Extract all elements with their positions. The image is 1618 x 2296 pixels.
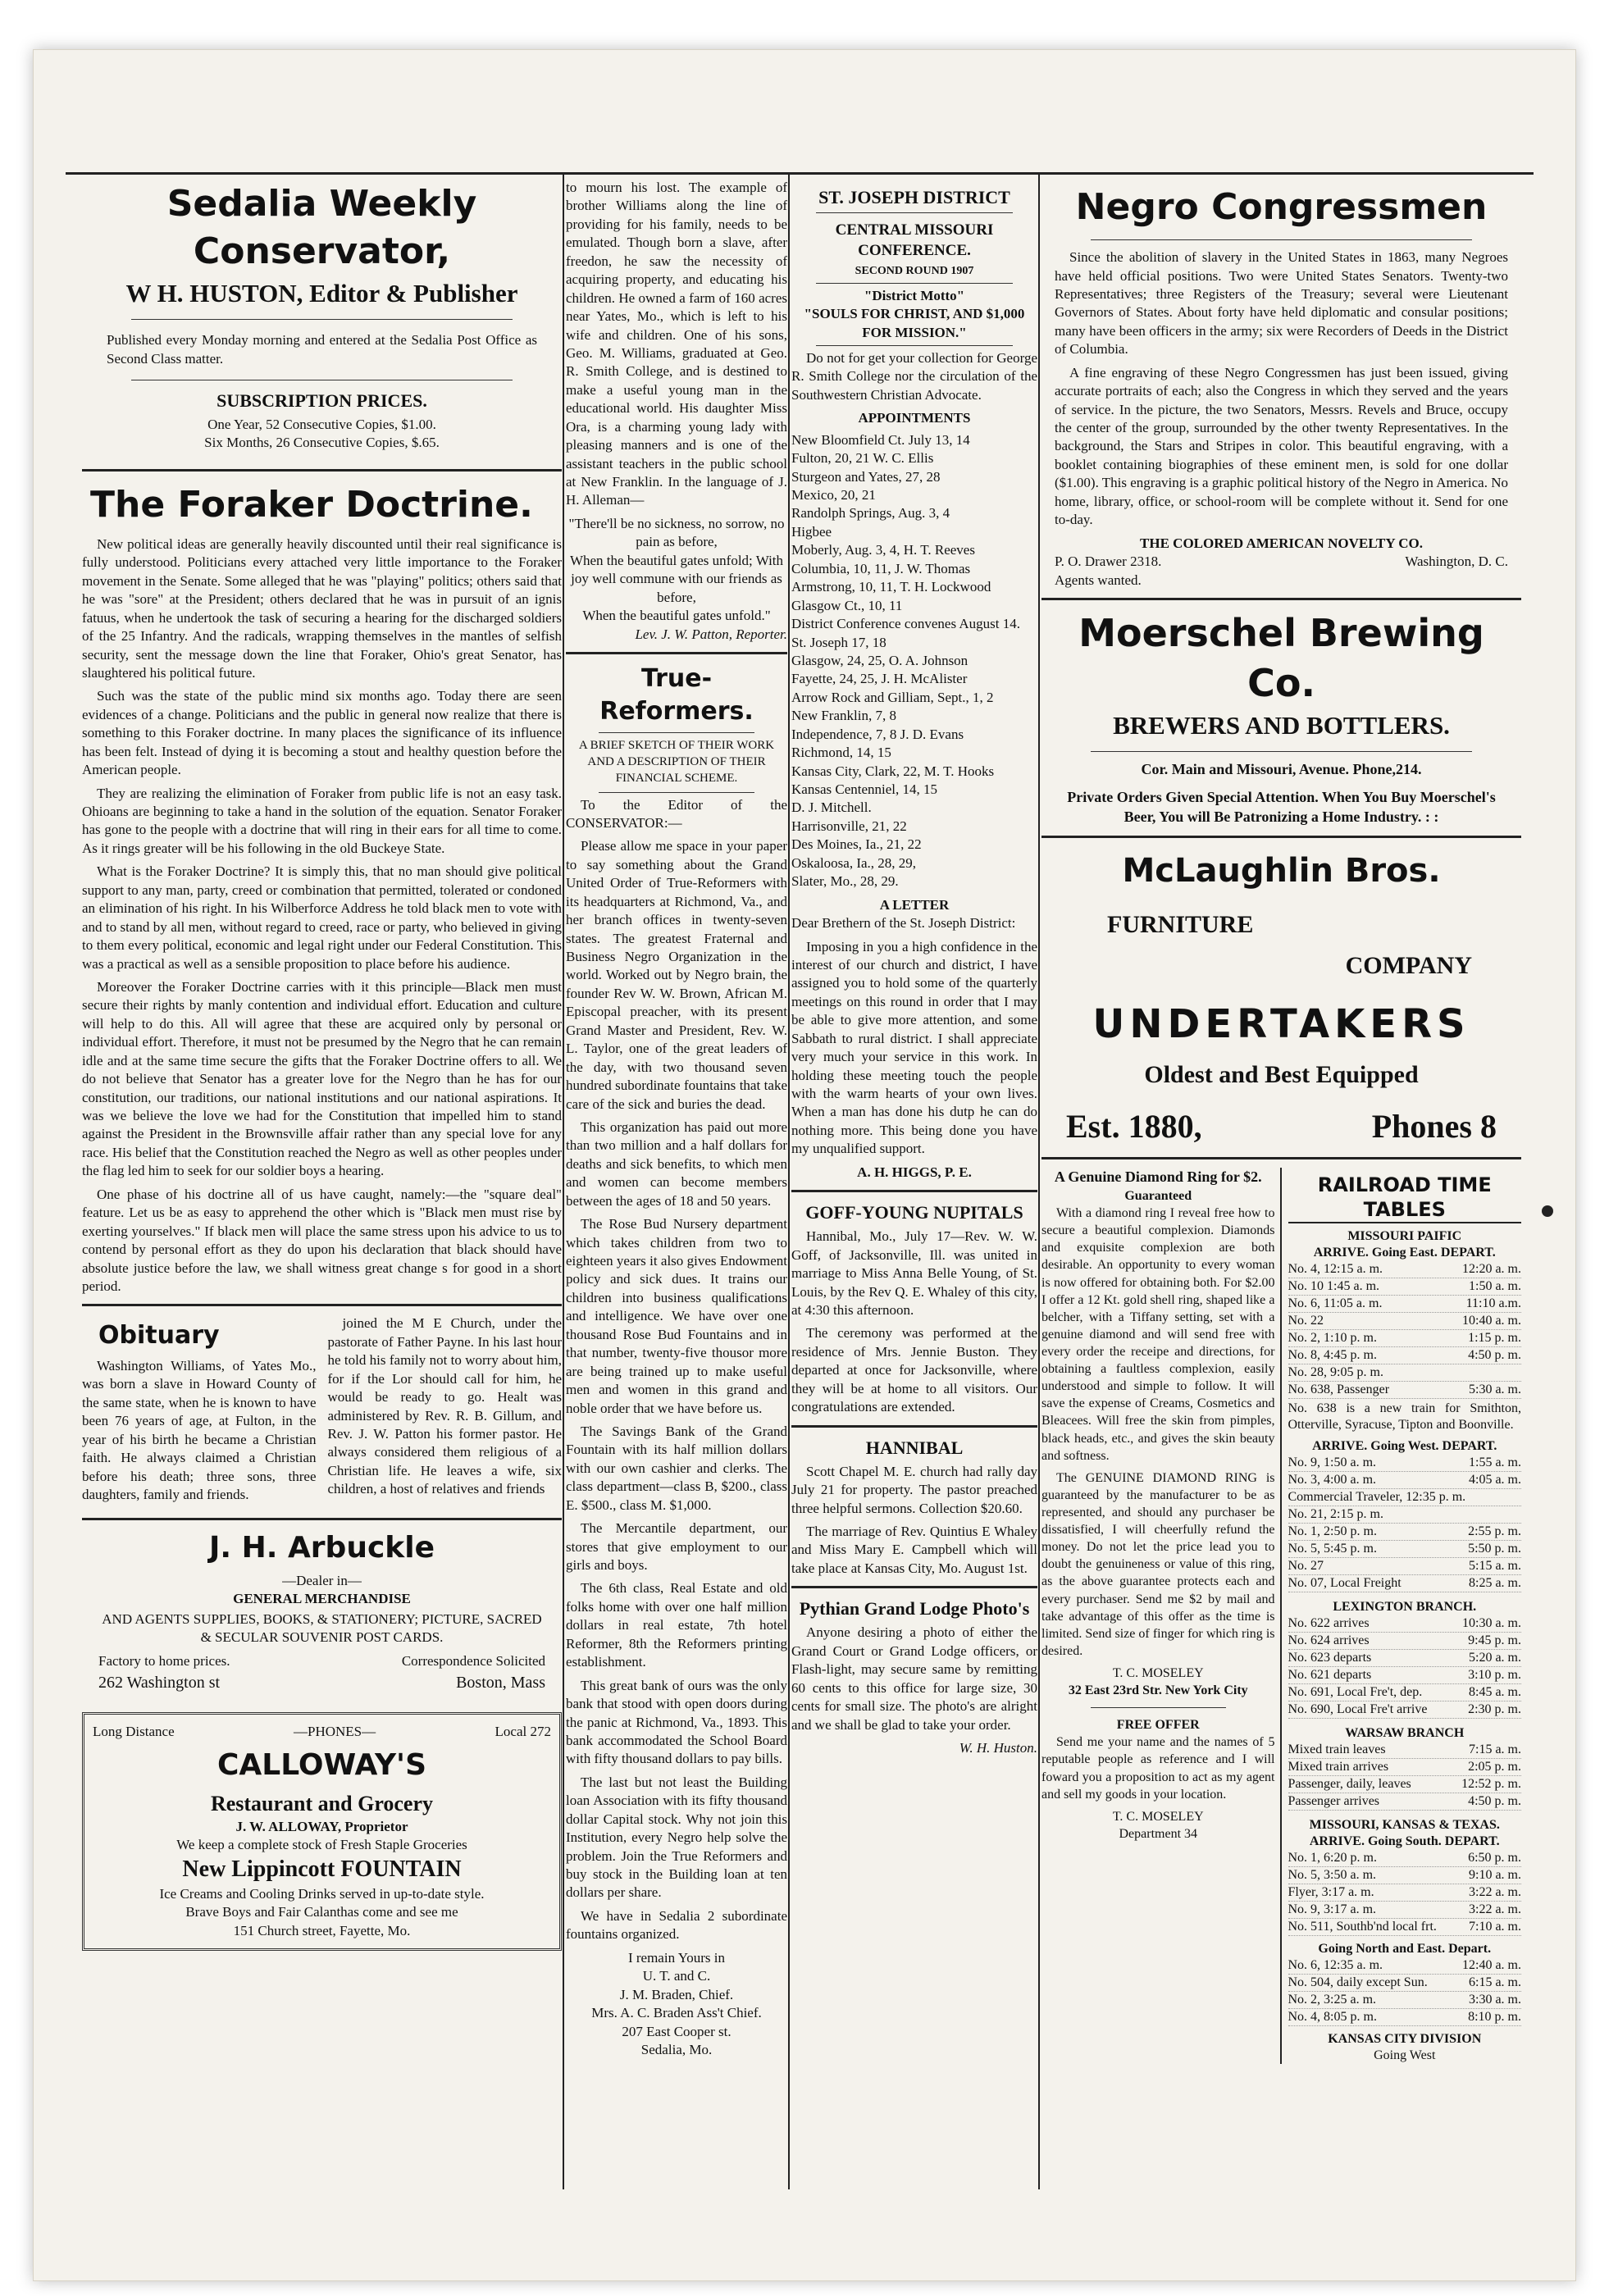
appointment-item: Kansas Centenniel, 14, 15 — [791, 781, 937, 798]
masthead-title: Sedalia Weekly Conservator, — [166, 183, 477, 273]
appointment-item: Harrisonville, 21, 22 — [791, 818, 907, 834]
congressmen-city: Washington, D. C. — [1405, 554, 1508, 570]
patton-signature: Lev. J. W. Patton, Reporter. — [635, 626, 787, 642]
divider — [1091, 751, 1472, 752]
timetable-cell: Flyer, 3:17 a. m. — [1288, 1885, 1374, 1900]
free-offer-title: FREE OFFER — [1116, 1718, 1200, 1733]
timetable-cell: 6:50 p. m. — [1468, 1851, 1521, 1866]
divider — [599, 792, 754, 793]
arbuckle-city: Boston, Mass — [456, 1674, 545, 1692]
reformers-title: True-Reformers. — [599, 663, 754, 726]
masthead-editor: W H. HUSTON, Editor & Publisher — [125, 279, 518, 308]
appointment-item: Higbee — [791, 523, 832, 540]
reformers-paragraph: The Mercantile department, our stores that give employment to our girls and boys. — [566, 1520, 787, 1574]
brewing-ad — [1041, 608, 1521, 827]
divider — [82, 1304, 562, 1306]
timetable-cell: 7:10 a. m. — [1469, 1920, 1521, 1934]
divider — [131, 319, 513, 320]
timetable-row — [1288, 1455, 1522, 1472]
appointment-item: New Bloomfield Ct. July 13, 14 — [791, 431, 970, 448]
obituary-right: joined the M E Church, under the pastorate of Father Payne. In his last hour he told his family not to worry about him, for if the Lor should call for him, he would be ready to go. Healt was administered by Rev. R. B. Gillum, and Rev. J. W. Patton his former pastor. He always considered them religious of a Christian life. He leaves a wife, six children, a host of relatives and friends — [327, 1315, 562, 1497]
appointment-item: Independence, 7, 8 J. D. Evans — [791, 726, 964, 742]
reformers-close: J. M. Braden, Chief. — [619, 1986, 734, 2002]
district-conference: CENTRAL MISSOURI CONFERENCE. — [835, 221, 994, 260]
appointment-item: Armstrong, 10, 11, T. H. Lockwood — [791, 579, 991, 595]
nuptials-title: GOFF-YOUNG NUPITALS — [805, 1202, 1023, 1223]
diamond-guaranteed: Guaranteed — [1124, 1189, 1192, 1204]
timetable-cell: No. 624 arrives — [1288, 1633, 1370, 1648]
foraker-paragraph: They are realizing the elimination of Foraker from public life is not an easy task. Ohioans are beginning to take a hand in the solution of the equation. Senator Foraker has gone to the people with a doctrine that will ring in their ears for all time to come. As it rings greater will be his following in the old Buckeye State. — [82, 785, 562, 856]
masthead-published: Published every Monday morning and entered at the Sedalia Post Office as Second Class matter. — [107, 332, 537, 367]
timetable-row — [1288, 1615, 1522, 1633]
timetable-cell: No. 22 — [1288, 1314, 1324, 1328]
mopac-title: MISSOURI PAIFIC — [1347, 1229, 1462, 1244]
timetable-cell: No. 1, 2:50 p. m. — [1288, 1524, 1377, 1539]
appointment-item: Randolph Springs, Aug. 3, 4 — [791, 505, 950, 522]
calloway-name: CALLOWAY'S — [216, 1748, 426, 1783]
district-round: SECOND ROUND 1907 — [855, 265, 974, 278]
appointments-head: APPOINTMENTS — [858, 410, 971, 426]
district-intro: Do not for get your collection for George R. Smith College nor the circulation of the Southwestern Christian Advocate. — [791, 349, 1037, 403]
mkt-table — [1288, 1850, 1522, 1936]
foraker-paragraph: Such was the state of the public mind six months ago. Today there are seen evidences of a change. Politicians and the public in general now realize that there is something to this Foraker doctrine. In many places the significance of its influence has been felt. Instead of dying it is becoming a stout and healthy question before the American people. — [82, 688, 562, 778]
timetable-cell: 10:40 a. m. — [1462, 1314, 1521, 1328]
letter-body: Imposing in you a high confidence in the interest of our church and district, I have assigned you to hold some of the quarterly meetings on this round in order that I may be able to give more attention, and some Sabbath to rural district. I shall appreciate very much your service in this work. In holding these meeting touch the people with the warm hearts of your own lives. When a man has done his dutp he can do nothing more. This being done you have my unqualified support. — [791, 938, 1037, 1157]
timetable-row — [1288, 1850, 1522, 1867]
obituary-left: Washington Williams, of Yates Mo., was born a slave in Howard County of the same state, when he is known to have been 76 years of age, at Fulton, in the year of his birth he became a Christian faith. He always claimed a Christian before his death; three sons, three daughters, family and friends. — [82, 1358, 317, 1503]
timetable-row — [1288, 1633, 1522, 1650]
arbuckle-name: J. H. Arbuckle — [209, 1530, 435, 1565]
west-table — [1288, 1455, 1522, 1592]
reformers-paragraph: This organization has paid out more than two million and a half dollars for deaths and sick benefits, to which men and women can become members between the ages of 18 and 50 years. — [566, 1118, 787, 1209]
appointment-item: Glasgow, 24, 25, O. A. Johnson — [791, 652, 969, 668]
calloway-address: 151 Church street, Fayette, Mo. — [233, 1922, 411, 1938]
timetable-row — [1288, 1975, 1522, 1992]
reformers-close: Mrs. A. C. Braden Ass't Chief. — [591, 2005, 762, 2021]
appointment-item: District Conference convenes August 14. — [791, 616, 1021, 632]
timetable-cell: No. 6, 12:35 a. m. — [1288, 1958, 1383, 1973]
timetable-row — [1288, 1667, 1522, 1684]
timetable-cell: 3:22 a. m. — [1469, 1902, 1521, 1917]
timetable-cell: 12:52 p. m. — [1461, 1777, 1521, 1792]
timetable-row — [1288, 1558, 1522, 1575]
divider — [816, 212, 1013, 213]
appointment-item: Sturgeon and Yates, 27, 28 — [791, 468, 941, 485]
timetable-cell: Passenger arrives — [1288, 1794, 1380, 1809]
timetable-cell: 4:05 a. m. — [1469, 1473, 1521, 1487]
appointment-item: Richmond, 14, 15 — [791, 745, 891, 761]
appointment-item: Fayette, 24, 25, J. H. McAlister — [791, 671, 968, 687]
divider — [1041, 1157, 1521, 1159]
brewing-name: Moerschel Brewing Co. — [1078, 610, 1484, 705]
column-rule — [563, 172, 564, 2189]
timetable-cell: No. 623 departs — [1288, 1651, 1372, 1665]
timetable-row — [1288, 1489, 1522, 1506]
timetable-row — [1288, 1278, 1522, 1296]
divider — [566, 652, 787, 654]
timetable-cell: Commercial Traveler, 12:35 p. m. — [1288, 1490, 1466, 1505]
east-table — [1288, 1261, 1522, 1399]
foraker-paragraph: One phase of his doctrine all of us have caught, namely:—the "square deal" feature. Let us be as easy to apprehend the other which is "Black men must rise by exerting yourselves." If black men will place the same stress upon his advice to us to contend by personal effort as they do upon his declaration that black should have absolute justice before the law, we shall witness great change s for good in a short period. — [82, 1186, 562, 1294]
timetable-cell: 5:50 p. m. — [1468, 1542, 1521, 1556]
diamond-ad — [1041, 1168, 1282, 2064]
hannibal-p2: The marriage of Rev. Quintius E Whaley and Miss Mary E. Campbell which will take place at Kansas City, Mo. August 1st. — [791, 1523, 1037, 1576]
timetable-row — [1288, 1867, 1522, 1884]
nuptials-p2: The ceremony was performed at the residence of Mrs. Jennie Buston. They departed at once for Jacksonville, where they will be at home to all visitors. Our congratulations are extended. — [791, 1325, 1037, 1415]
appointment-item: St. Joseph 17, 18 — [791, 634, 886, 650]
timetable-cell: No. 8, 4:45 p. m. — [1288, 1348, 1377, 1363]
foraker-paragraph: What is the Foraker Doctrine? It is simply this, that no man should give political support to any man, party, creed or combination that permitted, tolerated or condoned an elimination of his right. In his Wilberforce Address he told black men to vote with and to stand by all men, without regard to creed, race or party, who believed in giving to them every political, economic and legal right under our Federal Constitution. This was a practical as well as a sensible proposition to place before his audience. — [82, 863, 562, 972]
timetable-row — [1288, 1330, 1522, 1347]
divider — [82, 469, 562, 472]
calloway-phones: —PHONES— — [294, 1723, 376, 1739]
brewing-address: Cor. Main and Missouri, Avenue. Phone,214. — [1141, 761, 1422, 778]
timetable-row — [1288, 1313, 1522, 1330]
lexington-title: LEXINGTON BRANCH. — [1333, 1600, 1477, 1615]
timetable-row — [1288, 1650, 1522, 1667]
timetable-cell: 2:55 p. m. — [1468, 1524, 1521, 1539]
mclaughlin-company: COMPANY — [1345, 951, 1472, 979]
arbuckle-dealer: —Dealer in— — [282, 1573, 362, 1589]
railroad-note: No. 638 is a new train for Smithton, Otterville, Syracuse, Tipton and Boonville. — [1288, 1401, 1521, 1433]
arbuckle-correspondence: Correspondence Solicited — [401, 1652, 545, 1669]
timetable-row — [1288, 1506, 1522, 1524]
reformers-salutation: To the Editor of the CONSERVATOR:— — [566, 796, 787, 831]
arrive-east-header: ARRIVE. Going East. DEPART. — [1313, 1246, 1496, 1260]
timetable-cell: No. 27 — [1288, 1559, 1324, 1574]
reformers-subhead: A BRIEF SKETCH OF THEIR WORK AND A DESCRIPTION OF THEIR FINANCIAL SCHEME. — [578, 739, 775, 785]
timetable-cell: No. 638, Passenger — [1288, 1383, 1390, 1397]
reformers-paragraph: This great bank of ours was the only bank that stood with open doors during the panic at Richmond, Va., 1893. This bank accommodated the School Board with fifty thousand dollars to pay bills. — [566, 1677, 787, 1767]
subscription-six: Six Months, 26 Consecutive Copies, $.65. — [204, 435, 440, 451]
reformers-close: 207 East Cooper st. — [622, 2023, 732, 2039]
timetable-cell: 1:55 a. m. — [1469, 1456, 1521, 1470]
reformers-close: I remain Yours in — [627, 1949, 726, 1966]
reformers-paragraph: The Savings Bank of the Grand Fountain with its half million dollars with our own cashier and clerks. The class department—class B, $200., class E. $500., class M. $1,000. — [566, 1423, 787, 1513]
reformers-paragraph: The 6th class, Real Estate and old folks home with over one half million dollars in real estate, 7th hotel Reformer, 8th the Reformers printing establishment. — [566, 1580, 787, 1670]
timetable-cell: 6:15 a. m. — [1469, 1975, 1521, 1990]
timetable-cell: No. 504, daily except Sun. — [1288, 1975, 1428, 1990]
timetable-row — [1288, 1884, 1522, 1902]
timetable-row — [1288, 1472, 1522, 1489]
arbuckle-address: 262 Washington st — [98, 1674, 221, 1692]
mclaughlin-name: McLaughlin Bros. — [1122, 851, 1441, 890]
calloway-line: We keep a complete stock of Fresh Staple Groceries — [176, 1837, 467, 1853]
appointment-item: Glasgow Ct., 10, 11 — [791, 597, 903, 613]
appointment-item: Columbia, 10, 11, J. W. Thomas — [791, 560, 971, 576]
column-2 — [566, 179, 787, 2059]
timetable-cell: 12:40 a. m. — [1462, 1958, 1521, 1973]
divider — [816, 345, 1013, 346]
calloway-fountain: New Lippincott FOUNTAIN — [182, 1856, 462, 1882]
free-offer-text: Send me your name and the names of 5 reputable people as reference and I will foward you a proposition to act as my agent and sell my goods in your location. — [1041, 1735, 1275, 1802]
timetable-cell: Mixed train leaves — [1288, 1742, 1386, 1757]
north-table — [1288, 1957, 1522, 2026]
warsaw-table — [1288, 1742, 1522, 1811]
timetable-row — [1288, 1793, 1522, 1811]
diamond-p2: The GENUINE DIAMOND RING is guaranteed by the manufacturer to be as represented, and should any purchaser be dissatisfied, I will cheerfully refund the money. Do not let the price lead you to doubt the genuineness or value of this ring, as the above guarantee protects each and every purchaser. Send me $2 by mail and take advantage of this offer as the time is limited. Send size of finger for which ring is desired. — [1041, 1470, 1275, 1658]
timetable-row — [1288, 2009, 1522, 2026]
appointment-item: Des Moines, Ia., 21, 22 — [791, 836, 922, 853]
binding-hole-icon — [1542, 1205, 1553, 1217]
timetable-cell: 9:10 a. m. — [1469, 1868, 1521, 1883]
warsaw-title: WARSAW BRANCH — [1345, 1726, 1465, 1741]
foraker-article — [82, 535, 562, 1296]
timetable-cell: No. 2, 1:10 p. m. — [1288, 1331, 1377, 1346]
timetable-row — [1288, 1575, 1522, 1592]
reformers-paragraph: Please allow me space in your paper to say something about the Grand United Order of True-Reformers with its headquarters at Richmond, Va., and her branch offices in twenty-seven states. The greatest Fraternal and Business Negro Organization in the world. Worked out by Negro brain, the founder Rev W. W. Brown, African M. Episcopal preacher, with its present Grand Master and President, Rev. W. L. Taylor, one of the great leaders of the day, with two thousand seven hundred subordinate fountains that take care of the sick and buries the dead. — [566, 838, 787, 1112]
timetable-row — [1288, 1684, 1522, 1702]
diamond-p1: With a diamond ring I reveal free how to secure a beautiful complexion. Diamonds and exquisite complexion are both desirable. An opportunity to every woman is now offered for obtaining both. For $2.00 I offer a 12 Kt. gold shell ring, shaped like a belcher, with a Tiffany setting, set with a genuine diamond and will send free with every order the receipe and directions, for obtaining a faultless complexion, easily understood and simple to follow. It will save the expense of Creams, Cosmetics and Bleacees. Will free the skin from pimples, black heads, etc., and gives the skin beauty and softness. — [1041, 1206, 1275, 1463]
timetable-cell: No. 621 departs — [1288, 1668, 1372, 1683]
timetable-row — [1288, 1776, 1522, 1793]
hannibal-p1: Scott Chapel M. E. church had rally day July 21 for property. The pastor preached three helpful sermons. Collection $20.60. — [791, 1463, 1037, 1516]
timetable-row — [1288, 1902, 1522, 1919]
calloway-prop: J. W. ALLOWAY, Proprietor — [235, 1818, 408, 1834]
north-header: Going North and East. Depart. — [1318, 1942, 1492, 1957]
calloway-sub: Restaurant and Grocery — [210, 1791, 434, 1815]
timetable-row — [1288, 1742, 1522, 1759]
divider — [1091, 239, 1472, 240]
reformers-close: Sedalia, Mo. — [640, 2041, 713, 2057]
timetable-cell: No. 622 arrives — [1288, 1616, 1370, 1631]
timetable-row — [1288, 1992, 1522, 2009]
diamond-title: A Genuine Diamond Ring for $2. — [1054, 1168, 1262, 1186]
timetable-row — [1288, 1759, 1522, 1776]
timetable-cell: No. 511, Southb'nd local frt. — [1288, 1920, 1437, 1934]
timetable-cell: 4:50 p. m. — [1468, 1348, 1521, 1363]
timetable-cell: No. 5, 5:45 p. m. — [1288, 1542, 1377, 1556]
timetable-row — [1288, 1524, 1522, 1541]
congressmen-po: P. O. Drawer 2318. — [1055, 554, 1162, 570]
mkt-header: ARRIVE. Going South. DEPART. — [1309, 1834, 1500, 1849]
congressmen-p1: Since the abolition of slavery in the United States in 1863, many Negroes have held official positions. Two were United States Senators. Twenty-two Representatives; three Registers of the Treasury; several were Lieutenant Governors of States. About forty have held diplomatic and consular positions; many have been officers in the army; six were Recorders of Deeds in the District of Columbia. — [1055, 249, 1508, 358]
timetable-cell: 5:20 a. m. — [1469, 1651, 1521, 1665]
mclaughlin-oldest: Oldest and Best Equipped — [1144, 1060, 1419, 1088]
free-offer-signature: T. C. MOSELEY — [1112, 1809, 1204, 1824]
appointments-list — [791, 431, 1037, 891]
pythian-p1: Anyone desiring a photo of either the Grand Court or Grand Lodge officers, or Flash-light, may secure same by remitting 60 cents to this office for large size, 30 cents for small size. The photo's are alright and we shall be glad to take your order. — [791, 1624, 1037, 1733]
obituary-section — [82, 1314, 562, 1509]
pythian-title: Pythian Grand Lodge Photo's — [799, 1598, 1030, 1620]
timetable-cell: No. 4, 8:05 p. m. — [1288, 2010, 1377, 2025]
poem-line: When the beautiful gates unfold." — [582, 608, 771, 624]
timetable-cell: No. 1, 6:20 p. m. — [1288, 1851, 1377, 1866]
brewing-sub: BREWERS AND BOTTLERS. — [1113, 711, 1450, 740]
timetable-cell: 2:05 p. m. — [1468, 1760, 1521, 1774]
divider — [82, 1518, 562, 1520]
calloway-ad — [82, 1712, 562, 1951]
timetable-cell: 8:10 p. m. — [1468, 2010, 1521, 2025]
divider — [816, 283, 1013, 284]
divider — [791, 1586, 1037, 1588]
column-1 — [82, 172, 562, 1961]
timetable-cell: No. 3, 4:00 a. m. — [1288, 1473, 1377, 1487]
timetable-cell: No. 07, Local Freight — [1288, 1576, 1402, 1591]
appointment-item: Arrow Rock and Gilliam, Sept., 1, 2 — [791, 689, 994, 705]
letter-head: A LETTER — [879, 896, 950, 913]
timetable-row — [1288, 1919, 1522, 1936]
timetable-cell: No. 21, 2:15 p. m. — [1288, 1507, 1383, 1522]
timetable-cell: 2:30 p. m. — [1468, 1702, 1521, 1717]
congressmen-company: THE COLORED AMERICAN NOVELTY CO. — [1140, 535, 1423, 551]
divider — [1041, 836, 1521, 838]
reformers-close: U. T. and C. — [642, 1968, 711, 1984]
district-motto-text: "SOULS FOR CHRIST, AND $1,000 FOR MISSION." — [804, 306, 1025, 340]
timetable-cell: No. 28, 9:05 p. m. — [1288, 1365, 1383, 1380]
railroad-timetables — [1288, 1168, 1522, 2064]
diamond-address: 32 East 23rd Str. New York City — [1068, 1683, 1248, 1698]
timetable-cell: No. 10 1:45 a. m. — [1288, 1279, 1380, 1294]
arbuckle-factory: Factory to home prices. — [98, 1652, 230, 1669]
appointment-item: Slater, Mo., 28, 29. — [791, 873, 899, 890]
timetable-cell: No. 690, Local Fre't arrive — [1288, 1702, 1428, 1717]
foraker-title: The Foraker Doctrine. — [90, 483, 533, 526]
timetable-cell: Mixed train arrives — [1288, 1760, 1389, 1774]
subscription-year: One Year, 52 Consecutive Copies, $1.00. — [207, 416, 436, 432]
column-3 — [791, 179, 1037, 1757]
foraker-paragraph: New political ideas are generally heavily discounted until their real significance is fully understood. Politicians every attached very little importance to the Foraker movement in the Senate. Some alleged that he was "playing" politics; others said that he was "sore" at the President; others declared that he was in pursuit of an ignis fatuus, when he undertook the task of securing a hearing for the discharged soldiers of the 25 Infantry. And the radicals, wrapping themselves in the mantles of selfish security, sent the message down the line that Foraker, Ohio's great Senator, has slaughtered his political future. — [82, 535, 562, 681]
kc-west: Going West — [1374, 2048, 1436, 2063]
arbuckle-line2: AND AGENTS SUPPLIES, BOOKS, & STATIONERY; PICTURE, SACRED & SECULAR SOUVENIR POST CARDS. — [102, 1610, 542, 1646]
timetable-cell: 1:15 p. m. — [1468, 1331, 1521, 1346]
williams-continued: to mourn his lost. The example of brother Williams along the line of providing for his family, needs to be emulated. Though born a slave, after freedon, he saw the necessity of acquiring property, and educating his children. He owned a farm of 160 acres near Yates, Mo., which is left to his wife and children. One of his sons, Geo. M. Williams, graduated at Geo. R. Smith College, and is destined to make a useful young man in the educational world. His daughter Miss Ora, is a charming young lady with pleasing manners and is one of the assistant teachers in the public school at New Franklin. In the language of J. H. Alleman— — [566, 180, 787, 508]
divider — [599, 732, 754, 733]
appointment-item: D. J. Mitchell. — [791, 800, 872, 816]
timetable-cell: 11:10 a.m. — [1465, 1296, 1521, 1311]
mclaughlin-est: Est. 1880, — [1066, 1108, 1202, 1146]
timetable-row — [1288, 1364, 1522, 1382]
letter-signature: A. H. HIGGS, P. E. — [857, 1164, 972, 1180]
appointment-item: Mexico, 20, 21 — [791, 487, 876, 503]
column-rule — [1038, 172, 1040, 2189]
appointment-item: New Franklin, 7, 8 — [791, 708, 896, 724]
timetable-cell: 3:10 p. m. — [1468, 1668, 1521, 1683]
reformers-paragraph: The Rose Bud Nursery department which takes children from two to eighteen years it also gives Endowment policy and sick dues. It trains our children into business qualifications and intelligence. We have over one thousand Rose Bud Fountains and in that number, twenty-five thousor more are being trained up to make useful men and women in this grand and noble order that we have before us. — [566, 1216, 787, 1416]
timetable-cell: 5:30 a. m. — [1469, 1383, 1521, 1397]
hannibal-title: HANNIBAL — [865, 1437, 964, 1458]
diamond-signature: T. C. MOSELEY — [1112, 1665, 1204, 1680]
timetable-cell: 3:30 a. m. — [1469, 1993, 1521, 2007]
divider — [791, 1190, 1037, 1192]
mclaughlin-phones: Phones 8 — [1371, 1108, 1497, 1146]
pythian-signature: W. H. Huston. — [959, 1739, 1037, 1756]
divider — [1041, 598, 1521, 600]
mkt-title: MISSOURI, KANSAS & TEXAS. — [1309, 1818, 1500, 1833]
timetable-row — [1288, 1382, 1522, 1399]
reformers-paragraph: We have in Sedalia 2 subordinate fountains organized. — [566, 1907, 787, 1943]
timetable-row — [1288, 1261, 1522, 1278]
mclaughlin-undertakers: UNDERTAKERS — [1092, 1000, 1470, 1047]
brewing-text: Private Orders Given Special Attention. When You Buy Moerschel's Beer, You will Be Patronizing a Home Industry. : : — [1067, 789, 1496, 825]
column-rule — [788, 172, 790, 2189]
timetable-cell: No. 2, 3:25 a. m. — [1288, 1993, 1377, 2007]
timetable-cell: No. 691, Local Fre't, dep. — [1288, 1685, 1423, 1700]
timetable-cell: No. 4, 12:15 a. m. — [1288, 1262, 1383, 1277]
timetable-cell: 8:25 a. m. — [1469, 1576, 1521, 1591]
timetable-row — [1288, 1296, 1522, 1313]
appointment-item: Moberly, Aug. 3, 4, H. T. Reeves — [791, 542, 975, 558]
timetable-row — [1288, 1347, 1522, 1364]
mclaughlin-furniture: FURNITURE — [1107, 911, 1254, 939]
calloway-creams: Ice Creams and Cooling Drinks served in up-to-date style. — [159, 1885, 485, 1902]
timetable-cell: 10:30 a. m. — [1462, 1616, 1521, 1631]
subscription-title: SUBSCRIPTION PRICES. — [216, 390, 427, 411]
timetable-cell: No. 5, 3:50 a. m. — [1288, 1868, 1377, 1883]
poem-line: "There'll be no sickness, no sorrow, no pain as before, — [568, 515, 785, 550]
obituary-title: Obituary — [98, 1321, 220, 1351]
appointment-item: Kansas City, Clark, 22, M. T. Hooks — [791, 763, 995, 779]
arbuckle-line1: GENERAL MERCHANDISE — [233, 1591, 411, 1607]
mclaughlin-ad — [1041, 850, 1521, 1150]
timetable-cell: 12:20 a. m. — [1462, 1262, 1521, 1277]
railroad-title: RAILROAD TIME TABLES — [1288, 1173, 1522, 1223]
timetable-cell: 9:45 p. m. — [1468, 1633, 1521, 1648]
timetable-row — [1288, 1541, 1522, 1558]
calloway-braves: Brave Boys and Fair Calanthas come and see me — [185, 1904, 458, 1920]
letter-salutation: Dear Brethern of the St. Joseph District: — [791, 915, 1016, 932]
arrive-west-header: ARRIVE. Going West. DEPART. — [1312, 1439, 1497, 1454]
timetable-cell: 1:50 a. m. — [1469, 1279, 1521, 1294]
appointment-item: Fulton, 20, 21 W. C. Ellis — [791, 450, 934, 467]
appointment-item: Oskaloosa, Ia., 28, 29, — [791, 854, 917, 871]
column-4 — [1041, 179, 1521, 2064]
calloway-long: Long Distance — [93, 1723, 175, 1739]
arbuckle-ad — [82, 1528, 562, 1694]
congressmen-agents: Agents wanted. — [1055, 572, 1142, 588]
free-offer-dept: Department 34 — [1119, 1826, 1198, 1841]
district-motto: "District Motto" — [864, 287, 965, 303]
foraker-paragraph: Moreover the Foraker Doctrine carries with it this principle—Black men must secure their rights by manly contention and individual effort. Education and culture will help to do this. All will agree that these are acquired only by personal or individual effort. Therefore, it must not be presumed by the Negro that he can remain idle and at the same time secure the gifts that the Foraker Doctrine offers to all. We do not believe that Senator has a greater love for the Negro than he has for our constitution, our traditions, our national institutions and our national aspirations. It was we believe the love we had for the Constitution that impelled him to stand against the President in the Brownsville affair rather than any special love for any race. His belief that the Constitution reached the Negro as well as other peoples under the flag led him to seek for our soldier boys a hearing. — [82, 978, 562, 1179]
calloway-local: Local 272 — [495, 1723, 551, 1739]
timetable-cell: No. 6, 11:05 a. m. — [1288, 1296, 1383, 1311]
timetable-cell: 5:15 a. m. — [1469, 1559, 1521, 1574]
lexington-table — [1288, 1615, 1522, 1719]
congressmen-title: Negro Congressmen — [1075, 186, 1488, 228]
congressmen-p2: A fine engraving of these Negro Congressmen has just been issued, giving accurate portraits of each; also the Congress in which they served and the years of service. In the picture, the two Senators, Messrs. Revels and Bruce, occupy the center of the group, surrounded by the other twenty Representatives. In the background, the Stars and Stripes in color. This beautiful engraving, with a booklet containing biographies of these eminent men, is sold for one dollar ($1.00). This engraving is a graphic political history of the Negro in America. No home, library, office, or school-room will be complete without it. Send for one to-day. — [1055, 364, 1508, 528]
timetable-row — [1288, 1702, 1522, 1719]
nuptials-p1: Hannibal, Mo., July 17—Rev. W. W. Goff, of Jacksonville, Ill. was united in marriage to Miss Anna Belle Young, of St. Louis, by the Rev Q. E. Whaley of this city, at 4:30 this afternoon. — [791, 1228, 1037, 1318]
district-head: ST. JOSEPH DISTRICT — [818, 187, 1010, 207]
timetable-cell: Passenger, daily, leaves — [1288, 1777, 1411, 1792]
kc-title: KANSAS CITY DIVISION — [1328, 2032, 1482, 2047]
divider — [791, 1425, 1037, 1428]
timetable-row — [1288, 1957, 1522, 1975]
reformers-paragraph: The last but not least the Building loan Association with its fifty thousand dollar Capital stock. Why not join this Institution, every Negro help solve the problem. Join the True Reformers and buy stock in the Building loan at ten dollars per share. — [566, 1774, 787, 1901]
timetable-cell: 4:50 p. m. — [1468, 1794, 1521, 1809]
timetable-cell: 7:15 a. m. — [1469, 1742, 1521, 1757]
poem-line: When the beautiful gates unfold; With joy well commune with our friends as before, — [569, 552, 784, 605]
timetable-cell: No. 9, 1:50 a. m. — [1288, 1456, 1377, 1470]
timetable-cell: 8:45 a. m. — [1469, 1685, 1521, 1700]
timetable-cell: No. 9, 3:17 a. m. — [1288, 1902, 1377, 1917]
timetable-cell: 3:22 a. m. — [1469, 1885, 1521, 1900]
divider — [1091, 1707, 1226, 1708]
